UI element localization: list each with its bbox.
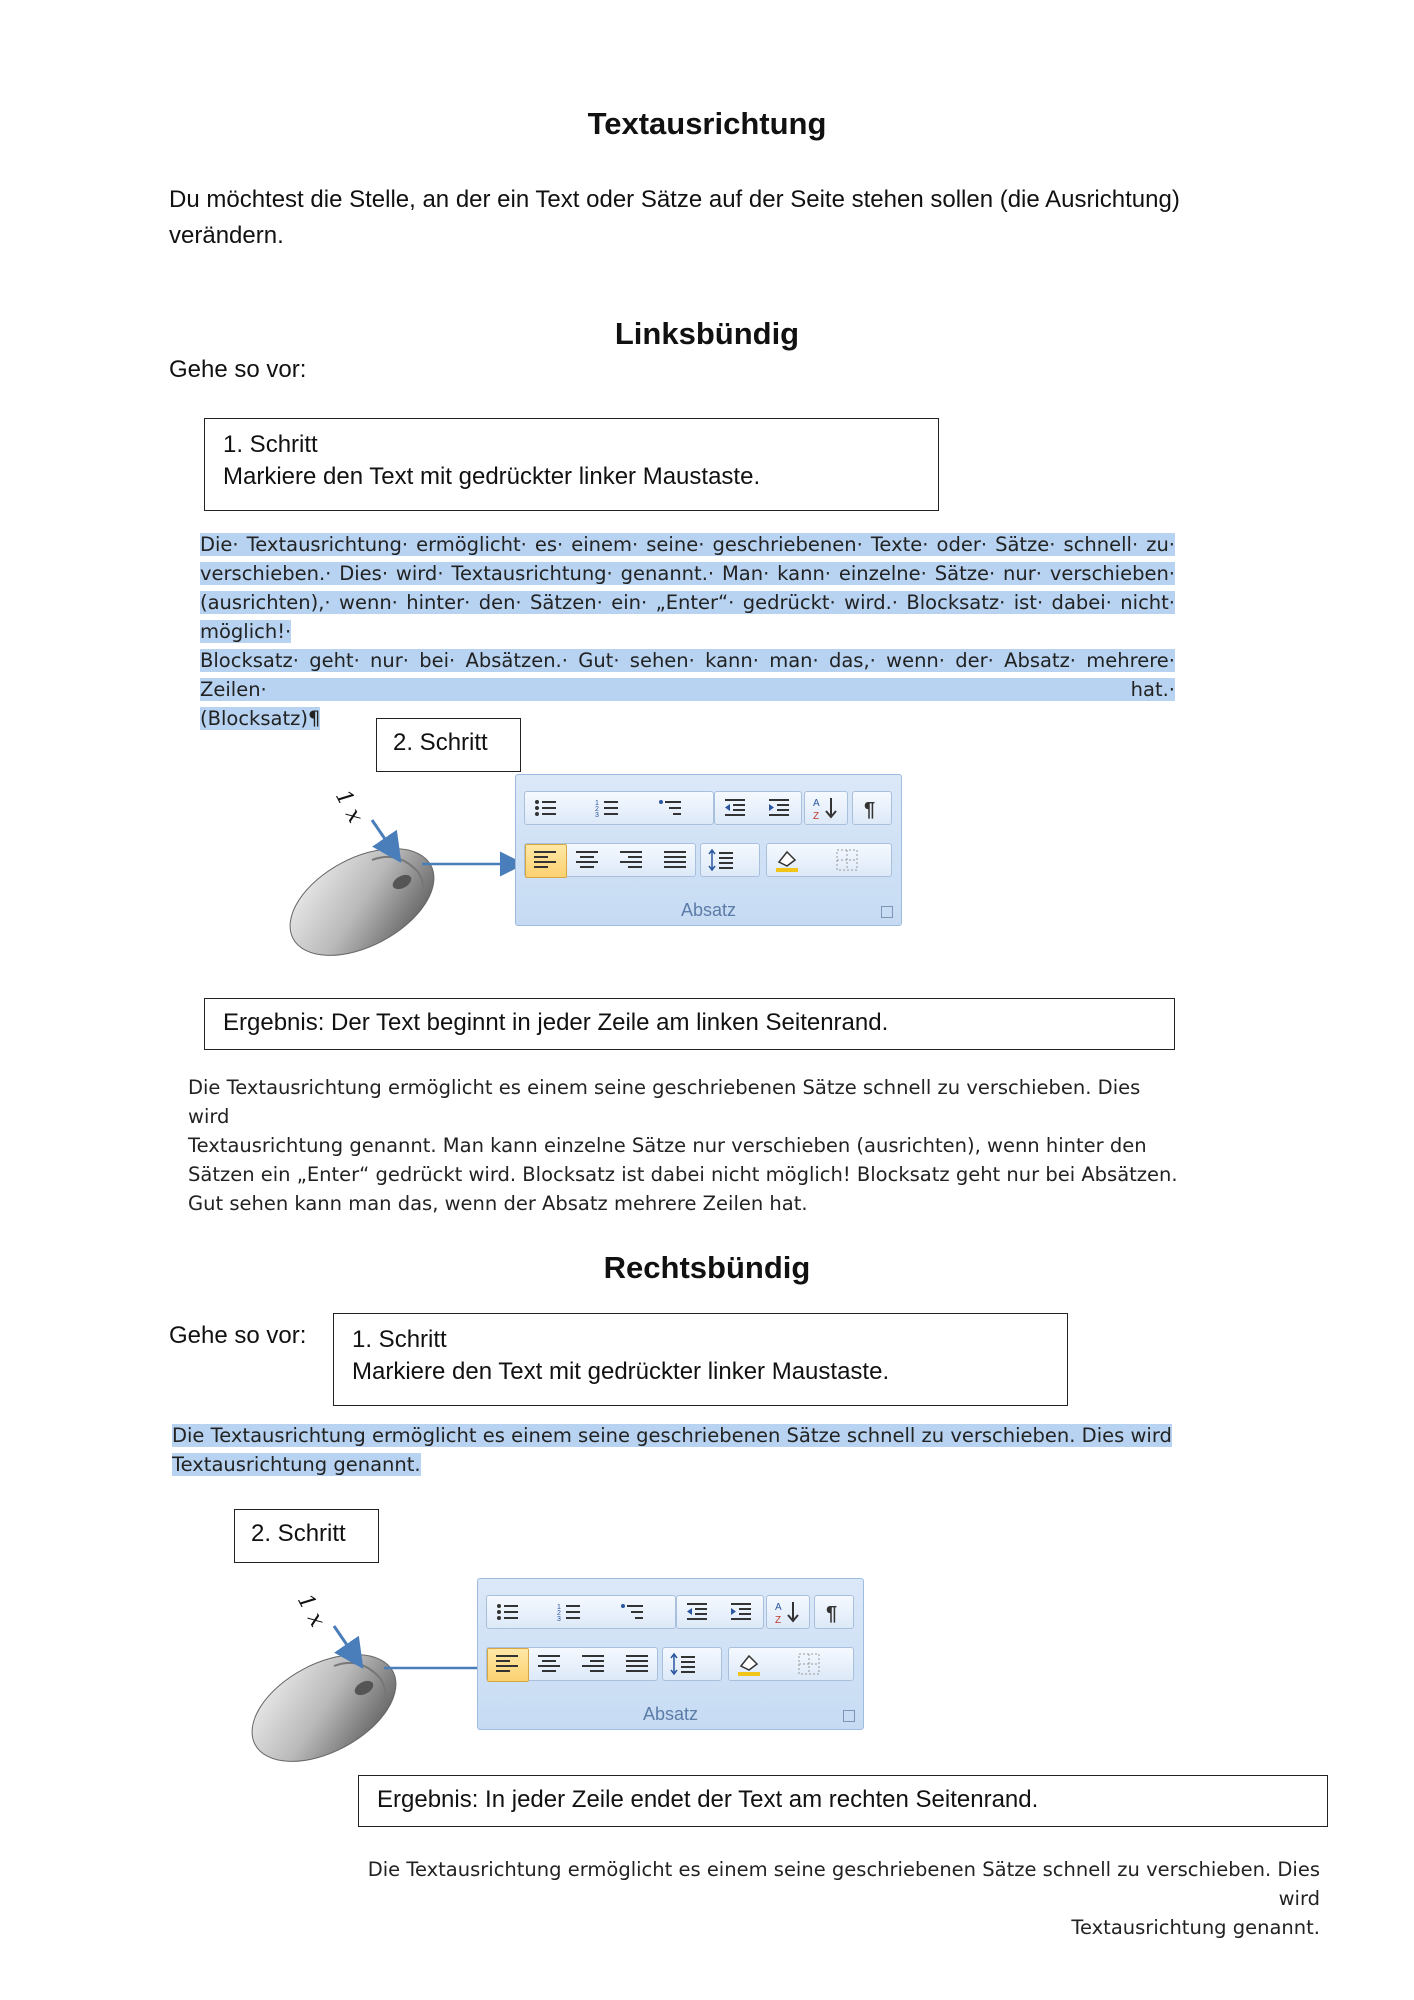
- svg-text:3: 3: [557, 1616, 561, 1623]
- multilevel-list-icon[interactable]: [619, 1598, 647, 1626]
- line-spacing-group: [662, 1647, 722, 1681]
- alignment-group: [486, 1647, 658, 1681]
- result-line: Textausrichtung genannt.: [1071, 1916, 1320, 1939]
- result-box-right: [358, 1775, 1328, 1827]
- mouse-illustration: [280, 790, 540, 960]
- svg-text:A: A: [775, 1602, 782, 1613]
- step2-box-left: [376, 718, 521, 772]
- line-spacing-icon[interactable]: [669, 1650, 697, 1678]
- sort-group: [766, 1595, 810, 1629]
- selected-line: Blocksatz· geht· nur· bei· Absätzen.· Gut· sehen· kann· man· das,· wenn· der· Absatz· mehrere· Zeilen· hat.·: [200, 649, 1175, 701]
- justify-icon[interactable]: [623, 1650, 651, 1678]
- result-sample-left: [188, 1073, 1178, 1218]
- svg-text:1: 1: [557, 1604, 561, 1611]
- step1-text: Markiere den Text mit gedrückter linker Maustaste.: [223, 463, 761, 490]
- increase-indent-icon[interactable]: [727, 1598, 755, 1626]
- result-line: Die Textausrichtung ermöglicht es einem seine geschriebenen Sätze schnell zu verschieben. Dies wird: [367, 1858, 1320, 1910]
- heading-linksbuendig: Linksbündig: [614, 316, 800, 351]
- justify-icon[interactable]: [661, 846, 689, 874]
- gehe-so-vor-label: Gehe so vor:: [169, 1322, 307, 1349]
- bullet-list-icon[interactable]: [493, 1598, 521, 1626]
- selected-line: Die· Textausrichtung· ermöglicht· es· einem· seine· geschriebenen· Texte· oder· Sätze· schnell· zu·: [200, 533, 1175, 556]
- shading-borders-group: [766, 843, 892, 877]
- svg-text:2: 2: [595, 806, 599, 813]
- step1-box-right: [333, 1313, 1068, 1406]
- selected-line: (ausrichten),· wenn· hinter· den· Sätzen· ein· „Enter“· gedrückt· wird.· Blocksatz· ist· dabei· nicht· möglich!·: [200, 591, 1175, 643]
- svg-text:A: A: [813, 798, 820, 809]
- svg-text:¶: ¶: [864, 799, 876, 821]
- indent-buttons-group: [714, 791, 802, 825]
- shading-icon[interactable]: [735, 1650, 763, 1678]
- align-center-icon[interactable]: [535, 1650, 563, 1678]
- numbered-list-icon[interactable]: [593, 794, 621, 822]
- step1-title: 1. Schritt: [352, 1326, 447, 1353]
- alignment-group: [524, 843, 696, 877]
- ribbon-absatz-right: [477, 1578, 864, 1730]
- step2-title: 2. Schritt: [251, 1520, 346, 1547]
- result-box-left: [204, 998, 1175, 1050]
- align-left-icon[interactable]: [493, 1650, 521, 1678]
- ribbon-group-label: Absatz: [642, 1704, 699, 1724]
- result-line: Textausrichtung genannt. Man kann einzelne Sätze nur verschieben (ausrichten), wenn hinter den: [188, 1134, 1147, 1157]
- page-title: Textausrichtung: [587, 106, 827, 141]
- step1-title: 1. Schritt: [223, 431, 318, 458]
- result-sample-right: [340, 1855, 1320, 1942]
- line-spacing-icon[interactable]: [707, 846, 735, 874]
- result-text: Ergebnis: Der Text beginnt in jeder Zeile am linken Seitenrand.: [223, 1009, 889, 1036]
- svg-text:1: 1: [595, 800, 599, 807]
- selected-line: verschieben.· Dies· wird· Textausrichtung· genannt.· Man· kann· einzelne· Sätze· nur· verschieben·: [200, 562, 1175, 585]
- step1-box-left: [204, 418, 939, 511]
- step1-text: Markiere den Text mit gedrückter linker Maustaste.: [352, 1358, 890, 1385]
- ribbon-group-label: Absatz: [680, 900, 737, 920]
- selected-text-left: [200, 530, 1175, 733]
- result-line: Gut sehen kann man das, wenn der Absatz mehrere Zeilen hat.: [188, 1192, 808, 1215]
- selected-line: (Blocksatz)¶: [200, 707, 321, 730]
- decrease-indent-icon[interactable]: [683, 1598, 711, 1626]
- align-center-icon[interactable]: [573, 846, 601, 874]
- step2-title: 2. Schritt: [393, 729, 488, 756]
- gehe-so-vor-label: Gehe so vor:: [169, 356, 307, 383]
- align-right-icon[interactable]: [617, 846, 645, 874]
- line-spacing-group: [700, 843, 760, 877]
- selected-line: Textausrichtung genannt.: [172, 1453, 421, 1476]
- svg-text:3: 3: [595, 812, 599, 819]
- result-line: Die Textausrichtung ermöglicht es einem seine geschriebenen Sätze schnell zu verschieben. Dies wird: [188, 1076, 1141, 1128]
- dialog-launcher-icon[interactable]: [881, 906, 893, 918]
- result-text: Ergebnis: In jeder Zeile endet der Text am rechten Seitenrand.: [377, 1786, 1039, 1813]
- result-line: Sätzen ein „Enter“ gedrückt wird. Blocksatz ist dabei nicht möglich! Blocksatz geht nur bei Absätzen.: [188, 1163, 1178, 1186]
- borders-icon[interactable]: [833, 846, 861, 874]
- svg-text:2: 2: [557, 1610, 561, 1617]
- show-formatting-icon[interactable]: [858, 794, 886, 822]
- show-formatting-icon[interactable]: [820, 1598, 848, 1626]
- step2-box-right: [234, 1509, 379, 1563]
- pilcrow-group: [852, 791, 892, 825]
- pilcrow-group: [814, 1595, 854, 1629]
- selected-text-right: [172, 1421, 1172, 1479]
- shading-borders-group: [728, 1647, 854, 1681]
- increase-indent-icon[interactable]: [765, 794, 793, 822]
- list-buttons-group: [524, 791, 714, 825]
- svg-text:Z: Z: [775, 1615, 782, 1626]
- bullet-list-icon[interactable]: [531, 794, 559, 822]
- multilevel-list-icon[interactable]: [657, 794, 685, 822]
- list-buttons-group: [486, 1595, 676, 1629]
- align-left-icon[interactable]: [531, 846, 559, 874]
- borders-icon[interactable]: [795, 1650, 823, 1678]
- sort-icon[interactable]: [811, 794, 839, 822]
- numbered-list-icon[interactable]: [555, 1598, 583, 1626]
- shading-icon[interactable]: [773, 846, 801, 874]
- heading-rechtsbuendig: Rechtsbündig: [603, 1250, 811, 1285]
- sort-group: [804, 791, 848, 825]
- indent-buttons-group: [676, 1595, 764, 1629]
- click-count-label: 1 x: [329, 786, 368, 828]
- svg-text:Z: Z: [813, 811, 820, 822]
- selected-line: Die Textausrichtung ermöglicht es einem seine geschriebenen Sätze schnell zu verschieben. Dies wird: [172, 1424, 1172, 1447]
- intro-paragraph: Du möchtest die Stelle, an der ein Text oder Sätze auf der Seite stehen sollen (die Ausrichtung) verändern.: [169, 186, 1180, 249]
- align-right-icon[interactable]: [579, 1650, 607, 1678]
- svg-text:¶: ¶: [826, 1603, 838, 1625]
- decrease-indent-icon[interactable]: [721, 794, 749, 822]
- ribbon-absatz-left: [515, 774, 902, 926]
- click-count-label: 1 x: [291, 1590, 330, 1632]
- dialog-launcher-icon[interactable]: [843, 1710, 855, 1722]
- sort-icon[interactable]: [773, 1598, 801, 1626]
